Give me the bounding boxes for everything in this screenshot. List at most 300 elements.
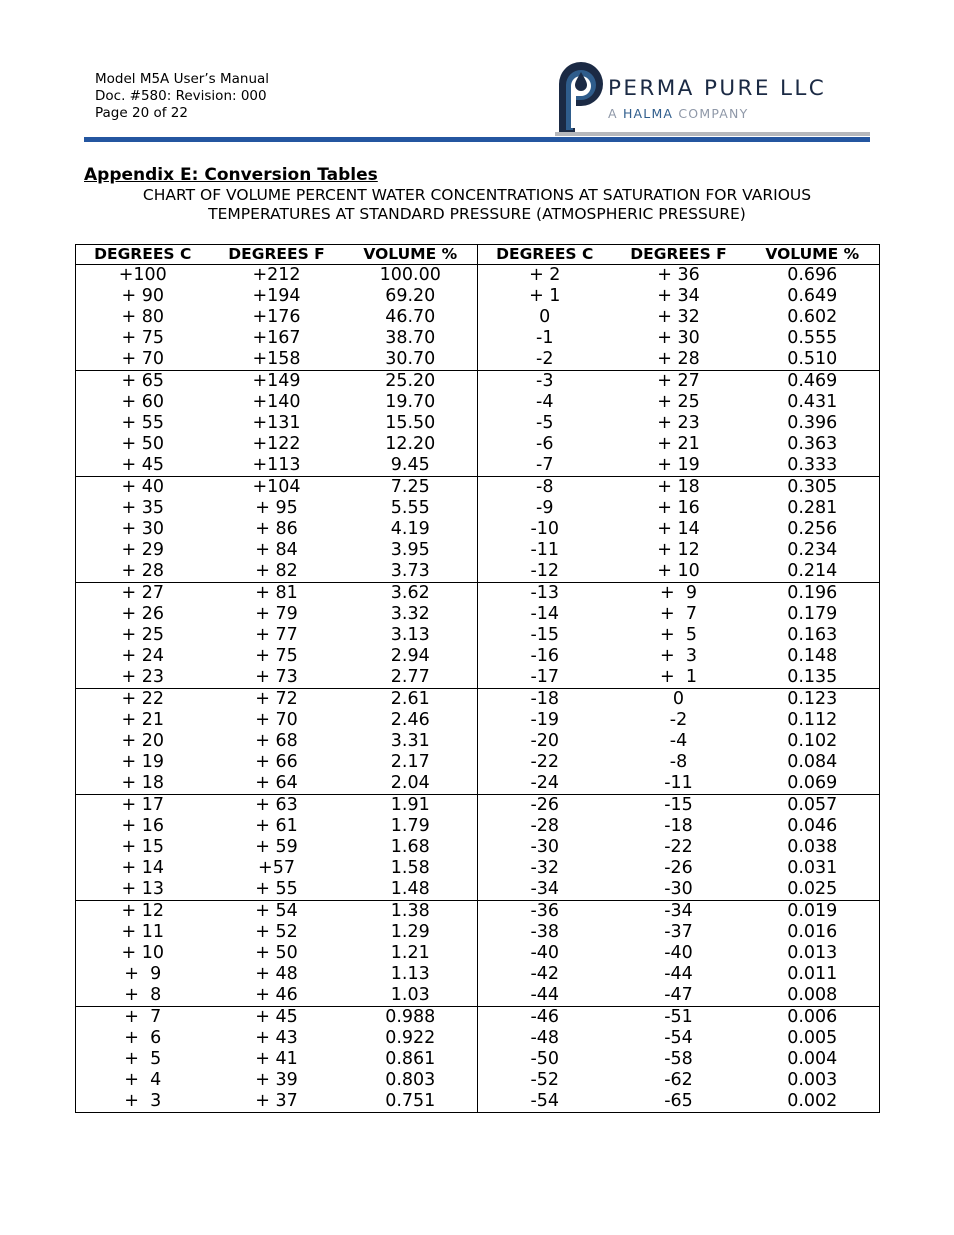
cell-volume: 2.61 bbox=[390, 689, 430, 709]
table-row bbox=[76, 371, 880, 393]
table-row bbox=[76, 307, 880, 328]
cell-deg-c: + 16 bbox=[121, 816, 164, 836]
cell-deg-c: + 10 bbox=[121, 943, 164, 963]
table-row bbox=[76, 795, 880, 817]
header-degrees-c-2: DEGREES C bbox=[478, 245, 612, 265]
cell-deg-c: + 13 bbox=[76, 879, 210, 901]
table-row bbox=[76, 943, 880, 964]
cell-deg-c: + 28 bbox=[76, 561, 210, 583]
cell-volume: 0.196 bbox=[787, 583, 838, 603]
cell-deg-f: -4 bbox=[669, 731, 688, 751]
cell-volume: 0.102 bbox=[787, 731, 838, 751]
cell-deg-f: + 63 bbox=[255, 795, 298, 815]
cell-deg-f: + 18 bbox=[657, 477, 700, 497]
cell-deg-f: -44 bbox=[664, 964, 693, 984]
cell-volume: 0.179 bbox=[787, 604, 838, 624]
cell-volume: 0.396 bbox=[787, 413, 838, 433]
cell-deg-c: -16 bbox=[478, 646, 612, 667]
cell-deg-c: + 17 bbox=[121, 795, 164, 815]
cell-deg-c: -54 bbox=[478, 1091, 612, 1113]
cell-deg-f: + 68 bbox=[255, 731, 298, 751]
cell-volume: 3.13 bbox=[390, 625, 430, 645]
cell-deg-f: + 3 bbox=[660, 646, 697, 666]
table-row bbox=[76, 1049, 880, 1070]
cell-deg-c: -6 bbox=[478, 434, 612, 455]
cell-volume: 1.03 bbox=[344, 985, 478, 1007]
cell-volume: 0.069 bbox=[746, 773, 880, 795]
cell-deg-c: -46 bbox=[478, 1007, 612, 1029]
cell-volume: 3.31 bbox=[390, 731, 430, 751]
cell-deg-c: +100 bbox=[118, 265, 167, 285]
cell-volume: 0.602 bbox=[787, 307, 838, 327]
cell-deg-c: -13 bbox=[478, 583, 612, 605]
cell-deg-f: +122 bbox=[252, 434, 301, 454]
cell-deg-f: + 55 bbox=[210, 879, 344, 901]
cell-deg-f: + 1 bbox=[612, 667, 746, 689]
cell-deg-f: + 64 bbox=[210, 773, 344, 795]
cell-deg-f: + 14 bbox=[657, 519, 700, 539]
cell-volume: 1.38 bbox=[390, 901, 430, 921]
cell-deg-c: + 35 bbox=[121, 498, 164, 518]
cell-deg-f: + 84 bbox=[255, 540, 298, 560]
cell-deg-c: + 2 bbox=[478, 265, 612, 287]
table-caption-line-2: TEMPERATURES AT STANDARD PRESSURE (ATMOSPHERIC PRESSURE) bbox=[208, 205, 746, 223]
cell-deg-c: + 8 bbox=[76, 985, 210, 1007]
cell-deg-c: + 45 bbox=[76, 455, 210, 477]
conversion-table bbox=[75, 244, 880, 1113]
cell-deg-f: +113 bbox=[210, 455, 344, 477]
table-row bbox=[76, 1028, 880, 1049]
cell-deg-c: -32 bbox=[478, 858, 612, 879]
cell-deg-c: + 6 bbox=[124, 1028, 162, 1048]
header-volume-percent: VOLUME % bbox=[344, 245, 478, 265]
cell-volume: 1.21 bbox=[390, 943, 430, 963]
cell-volume: 0.046 bbox=[787, 816, 838, 836]
table-row bbox=[76, 689, 880, 711]
cell-deg-f: -26 bbox=[664, 858, 693, 878]
cell-volume: 2.94 bbox=[390, 646, 430, 666]
table-row bbox=[76, 964, 880, 985]
cell-deg-c: + 50 bbox=[121, 434, 164, 454]
cell-deg-f: -40 bbox=[664, 943, 693, 963]
cell-deg-f: + 34 bbox=[657, 286, 700, 306]
table-row bbox=[76, 858, 880, 879]
cell-deg-c: -44 bbox=[478, 985, 612, 1007]
cell-volume: 0.214 bbox=[746, 561, 880, 583]
cell-deg-c: + 9 bbox=[124, 964, 162, 984]
cell-deg-f: + 36 bbox=[657, 265, 700, 285]
header-rule-gray bbox=[555, 132, 870, 136]
table-row bbox=[76, 392, 880, 413]
cell-deg-c: + 24 bbox=[121, 646, 164, 666]
cell-deg-f: -30 bbox=[612, 879, 746, 901]
cell-deg-c: -15 bbox=[478, 625, 612, 646]
cell-deg-f: +212 bbox=[252, 265, 301, 285]
cell-volume: 0.016 bbox=[787, 922, 838, 942]
appendix-title: Appendix E: Conversion Tables bbox=[84, 165, 378, 185]
cell-deg-f: + 23 bbox=[657, 413, 700, 433]
cell-deg-c: + 11 bbox=[121, 922, 164, 942]
cell-deg-c: + 75 bbox=[121, 328, 164, 348]
cell-volume: 0.013 bbox=[787, 943, 838, 963]
logo-tagline: A HALMA COMPANY bbox=[608, 106, 749, 121]
cell-volume: 0.234 bbox=[787, 540, 838, 560]
cell-volume: 0.011 bbox=[787, 964, 838, 984]
cell-volume: 5.55 bbox=[390, 498, 430, 518]
cell-deg-f: +176 bbox=[252, 307, 301, 327]
cell-volume: 0.649 bbox=[787, 286, 838, 306]
cell-deg-f: +158 bbox=[210, 349, 344, 371]
cell-volume: 3.62 bbox=[390, 583, 430, 603]
cell-deg-c: + 80 bbox=[121, 307, 164, 327]
cell-deg-f: + 46 bbox=[210, 985, 344, 1007]
cell-deg-c: -30 bbox=[478, 837, 612, 858]
cell-deg-c: + 19 bbox=[121, 752, 164, 772]
cell-volume: 1.13 bbox=[390, 964, 430, 984]
cell-volume: 0.135 bbox=[746, 667, 880, 689]
table-row bbox=[76, 1070, 880, 1091]
cell-volume: 4.19 bbox=[390, 519, 430, 539]
cell-volume: 0.163 bbox=[787, 625, 838, 645]
cell-volume: 0.003 bbox=[787, 1070, 838, 1090]
cell-deg-f: + 30 bbox=[657, 328, 700, 348]
cell-volume: 7.25 bbox=[390, 477, 430, 497]
cell-deg-f: + 41 bbox=[255, 1049, 298, 1069]
header-degrees-f-2: DEGREES F bbox=[612, 245, 746, 265]
cell-deg-f: + 37 bbox=[255, 1091, 298, 1111]
cell-deg-c: -1 bbox=[478, 328, 612, 349]
cell-deg-f: +167 bbox=[252, 328, 301, 348]
cell-deg-f: + 59 bbox=[255, 837, 298, 857]
cell-deg-f: + 28 bbox=[612, 349, 746, 371]
cell-volume: 0.006 bbox=[787, 1007, 838, 1027]
table-row bbox=[76, 710, 880, 731]
cell-deg-c: + 27 bbox=[121, 583, 164, 603]
cell-deg-c: + 18 bbox=[76, 773, 210, 795]
table-row bbox=[76, 773, 880, 795]
cell-volume: 0.084 bbox=[787, 752, 838, 772]
cell-volume: 2.04 bbox=[344, 773, 478, 795]
cell-deg-f: -8 bbox=[669, 752, 688, 772]
table-row bbox=[76, 1007, 880, 1029]
cell-deg-c: -11 bbox=[478, 540, 612, 561]
cell-deg-f: + 19 bbox=[612, 455, 746, 477]
table-row bbox=[76, 922, 880, 943]
cell-deg-f: + 66 bbox=[255, 752, 298, 772]
cell-deg-f: +131 bbox=[252, 413, 301, 433]
cell-deg-c: + 22 bbox=[121, 689, 164, 709]
cell-deg-f: + 43 bbox=[255, 1028, 298, 1048]
cell-volume: 0.510 bbox=[746, 349, 880, 371]
header-rule-blue bbox=[84, 137, 870, 142]
cell-volume: 0.031 bbox=[787, 858, 838, 878]
cell-deg-c: + 29 bbox=[121, 540, 164, 560]
cell-volume: 1.58 bbox=[390, 858, 430, 878]
cell-deg-f: + 52 bbox=[255, 922, 298, 942]
cell-deg-c: -10 bbox=[478, 519, 612, 540]
cell-deg-f: + 10 bbox=[612, 561, 746, 583]
cell-deg-c: -8 bbox=[478, 477, 612, 499]
cell-deg-c: -48 bbox=[478, 1028, 612, 1049]
cell-volume: 0.008 bbox=[746, 985, 880, 1007]
cell-volume: 0.469 bbox=[787, 371, 838, 391]
cell-volume: 30.70 bbox=[344, 349, 478, 371]
cell-deg-f: + 72 bbox=[255, 689, 298, 709]
table-row bbox=[76, 816, 880, 837]
cell-deg-f: + 39 bbox=[255, 1070, 298, 1090]
table-row bbox=[76, 625, 880, 646]
table-row bbox=[76, 752, 880, 773]
cell-volume: 12.20 bbox=[385, 434, 436, 454]
table-caption-line-1: CHART OF VOLUME PERCENT WATER CONCENTRATIONS AT SATURATION FOR VARIOUS bbox=[142, 186, 812, 204]
cell-volume: 0.363 bbox=[787, 434, 838, 454]
cell-deg-f: -22 bbox=[664, 837, 693, 857]
cell-deg-c: + 30 bbox=[121, 519, 164, 539]
cell-volume: 0.123 bbox=[787, 689, 838, 709]
header-degrees-f: DEGREES F bbox=[210, 245, 344, 265]
table-row bbox=[76, 265, 880, 287]
cell-deg-f: + 86 bbox=[255, 519, 298, 539]
table-row bbox=[76, 901, 880, 923]
cell-deg-f: + 16 bbox=[657, 498, 700, 518]
header-degrees-c: DEGREES C bbox=[76, 245, 210, 265]
cell-volume: 1.48 bbox=[344, 879, 478, 901]
cell-deg-f: -58 bbox=[664, 1049, 693, 1069]
cell-deg-f: +149 bbox=[252, 371, 301, 391]
table-header-row bbox=[76, 245, 880, 265]
cell-volume: 0.861 bbox=[385, 1049, 436, 1069]
cell-volume: 0.256 bbox=[787, 519, 838, 539]
cell-deg-c: -20 bbox=[478, 731, 612, 752]
cell-deg-f: 0 bbox=[672, 689, 685, 709]
cell-deg-f: +57 bbox=[258, 858, 295, 878]
cell-deg-f: -65 bbox=[664, 1091, 693, 1111]
table-row bbox=[76, 837, 880, 858]
table-caption bbox=[76, 186, 878, 224]
cell-volume: 3.73 bbox=[344, 561, 478, 583]
doc-model-line: Model M5A User’s Manual bbox=[95, 71, 270, 87]
cell-deg-c: -12 bbox=[478, 561, 612, 583]
cell-deg-c: + 7 bbox=[124, 1007, 162, 1027]
cell-deg-c: -4 bbox=[478, 392, 612, 413]
doc-page-line: Page 20 of 22 bbox=[95, 105, 188, 121]
cell-deg-c: + 25 bbox=[121, 625, 164, 645]
cell-deg-f: + 54 bbox=[255, 901, 298, 921]
cell-deg-f: -37 bbox=[664, 922, 693, 942]
cell-deg-c: + 23 bbox=[76, 667, 210, 689]
cell-deg-c: + 65 bbox=[121, 371, 164, 391]
cell-volume: 0.431 bbox=[787, 392, 838, 412]
cell-deg-f: +140 bbox=[252, 392, 301, 412]
cell-deg-c: + 15 bbox=[121, 837, 164, 857]
cell-deg-f: + 12 bbox=[657, 540, 700, 560]
cell-deg-c: -24 bbox=[478, 773, 612, 795]
document-info bbox=[95, 71, 269, 122]
cell-deg-c: -17 bbox=[478, 667, 612, 689]
cell-deg-f: -62 bbox=[664, 1070, 693, 1090]
cell-volume: 9.45 bbox=[344, 455, 478, 477]
cell-volume: 0.057 bbox=[787, 795, 838, 815]
cell-volume: 38.70 bbox=[385, 328, 436, 348]
cell-deg-f: -18 bbox=[664, 816, 693, 836]
cell-deg-c: -3 bbox=[478, 371, 612, 393]
cell-volume: 0.555 bbox=[787, 328, 838, 348]
cell-volume: 100.00 bbox=[379, 265, 441, 285]
cell-volume: 46.70 bbox=[385, 307, 436, 327]
cell-deg-f: +104 bbox=[252, 477, 301, 497]
cell-deg-c: + 1 bbox=[478, 286, 612, 307]
cell-volume: 0.803 bbox=[385, 1070, 436, 1090]
table-row bbox=[76, 583, 880, 605]
cell-volume: 0.005 bbox=[787, 1028, 838, 1048]
cell-deg-f: + 61 bbox=[255, 816, 298, 836]
cell-deg-f: + 25 bbox=[657, 392, 700, 412]
cell-deg-c: -22 bbox=[478, 752, 612, 773]
cell-deg-c: -36 bbox=[478, 901, 612, 923]
cell-deg-f: -47 bbox=[612, 985, 746, 1007]
cell-deg-c: + 21 bbox=[121, 710, 164, 730]
cell-deg-f: + 82 bbox=[210, 561, 344, 583]
table-row bbox=[76, 646, 880, 667]
cell-volume: 2.46 bbox=[390, 710, 430, 730]
header-volume-percent-2: VOLUME % bbox=[746, 245, 880, 265]
cell-deg-c: -52 bbox=[478, 1070, 612, 1091]
table-row bbox=[76, 1091, 880, 1113]
table-body bbox=[76, 265, 880, 1113]
cell-deg-f: -54 bbox=[664, 1028, 693, 1048]
cell-deg-f: + 79 bbox=[255, 604, 298, 624]
cell-deg-c: + 55 bbox=[121, 413, 164, 433]
cell-deg-c: + 26 bbox=[121, 604, 164, 624]
cell-deg-c: -18 bbox=[478, 689, 612, 711]
company-logo bbox=[555, 58, 865, 134]
logo-halma: HALMA bbox=[622, 106, 674, 121]
logo-company-name: PERMA PURE LLC bbox=[608, 76, 827, 101]
cell-deg-c: -50 bbox=[478, 1049, 612, 1070]
cell-deg-f: + 75 bbox=[255, 646, 298, 666]
cell-volume: 2.17 bbox=[390, 752, 430, 772]
cell-volume: 1.29 bbox=[390, 922, 430, 942]
cell-volume: 0.696 bbox=[787, 265, 838, 285]
cell-deg-c: + 12 bbox=[121, 901, 164, 921]
cell-deg-c: -5 bbox=[478, 413, 612, 434]
cell-deg-c: -7 bbox=[478, 455, 612, 477]
table-row bbox=[76, 328, 880, 349]
cell-volume: 1.68 bbox=[390, 837, 430, 857]
cell-volume: 0.038 bbox=[787, 837, 838, 857]
cell-deg-c: -9 bbox=[478, 498, 612, 519]
cell-deg-f: + 77 bbox=[255, 625, 298, 645]
cell-deg-c: -38 bbox=[478, 922, 612, 943]
cell-deg-c: + 3 bbox=[124, 1091, 162, 1111]
cell-deg-c: + 40 bbox=[121, 477, 164, 497]
cell-deg-f: + 7 bbox=[660, 604, 697, 624]
cell-deg-c: + 4 bbox=[124, 1070, 162, 1090]
table-row bbox=[76, 604, 880, 625]
cell-deg-f: + 95 bbox=[255, 498, 298, 518]
cell-volume: 0.019 bbox=[787, 901, 838, 921]
cell-deg-f: + 21 bbox=[657, 434, 700, 454]
cell-deg-c: -19 bbox=[478, 710, 612, 731]
cell-deg-c: -34 bbox=[478, 879, 612, 901]
table-row bbox=[76, 477, 880, 499]
table-row bbox=[76, 286, 880, 307]
table-row bbox=[76, 434, 880, 455]
cell-volume: 0.305 bbox=[787, 477, 838, 497]
doc-number-line: Doc. #580: Revision: 000 bbox=[95, 88, 267, 104]
cell-deg-f: + 73 bbox=[210, 667, 344, 689]
cell-deg-c: + 14 bbox=[121, 858, 164, 878]
table-row bbox=[76, 731, 880, 752]
table-row bbox=[76, 667, 880, 689]
cell-volume: 0.281 bbox=[787, 498, 838, 518]
cell-deg-c: -14 bbox=[478, 604, 612, 625]
cell-volume: 1.91 bbox=[390, 795, 430, 815]
cell-volume: 2.77 bbox=[344, 667, 478, 689]
cell-deg-c: + 70 bbox=[76, 349, 210, 371]
cell-deg-f: + 5 bbox=[660, 625, 697, 645]
cell-deg-f: + 81 bbox=[255, 583, 298, 603]
cell-deg-f: + 27 bbox=[657, 371, 700, 391]
cell-volume: 19.70 bbox=[385, 392, 436, 412]
cell-volume: 1.79 bbox=[390, 816, 430, 836]
cell-deg-f: + 70 bbox=[255, 710, 298, 730]
cell-deg-f: +194 bbox=[252, 286, 301, 306]
cell-deg-f: + 48 bbox=[255, 964, 298, 984]
cell-volume: 0.333 bbox=[746, 455, 880, 477]
cell-deg-f: -15 bbox=[664, 795, 693, 815]
cell-volume: 0.002 bbox=[787, 1091, 838, 1111]
cell-deg-f: -11 bbox=[612, 773, 746, 795]
cell-volume: 0.112 bbox=[787, 710, 838, 730]
cell-deg-f: -51 bbox=[664, 1007, 693, 1027]
perma-pure-p-icon bbox=[555, 58, 607, 134]
cell-deg-f: -34 bbox=[664, 901, 693, 921]
cell-deg-f: + 32 bbox=[657, 307, 700, 327]
cell-deg-c: -40 bbox=[478, 943, 612, 964]
cell-volume: 0.922 bbox=[385, 1028, 436, 1048]
cell-volume: 3.32 bbox=[390, 604, 430, 624]
table-row bbox=[76, 413, 880, 434]
table-row bbox=[76, 879, 880, 901]
cell-deg-f: + 9 bbox=[660, 583, 697, 603]
cell-volume: 0.004 bbox=[787, 1049, 838, 1069]
cell-volume: 15.50 bbox=[385, 413, 436, 433]
cell-volume: 0.751 bbox=[385, 1091, 436, 1111]
cell-deg-f: -2 bbox=[669, 710, 688, 730]
cell-deg-c: + 90 bbox=[121, 286, 164, 306]
cell-deg-f: + 50 bbox=[255, 943, 298, 963]
cell-deg-f: + 45 bbox=[255, 1007, 298, 1027]
cell-deg-c: 0 bbox=[478, 307, 612, 328]
cell-deg-c: + 20 bbox=[121, 731, 164, 751]
cell-deg-c: + 60 bbox=[121, 392, 164, 412]
cell-volume: 69.20 bbox=[385, 286, 436, 306]
cell-deg-c: + 5 bbox=[124, 1049, 162, 1069]
cell-deg-c: -26 bbox=[478, 795, 612, 817]
table-row bbox=[76, 540, 880, 561]
cell-volume: 0.025 bbox=[746, 879, 880, 901]
cell-deg-c: -28 bbox=[478, 816, 612, 837]
table-row bbox=[76, 985, 880, 1007]
table-row bbox=[76, 349, 880, 371]
table-row bbox=[76, 455, 880, 477]
cell-volume: 3.95 bbox=[390, 540, 430, 560]
cell-deg-c: -42 bbox=[478, 964, 612, 985]
table-row bbox=[76, 561, 880, 583]
table-row bbox=[76, 519, 880, 540]
cell-volume: 0.148 bbox=[787, 646, 838, 666]
